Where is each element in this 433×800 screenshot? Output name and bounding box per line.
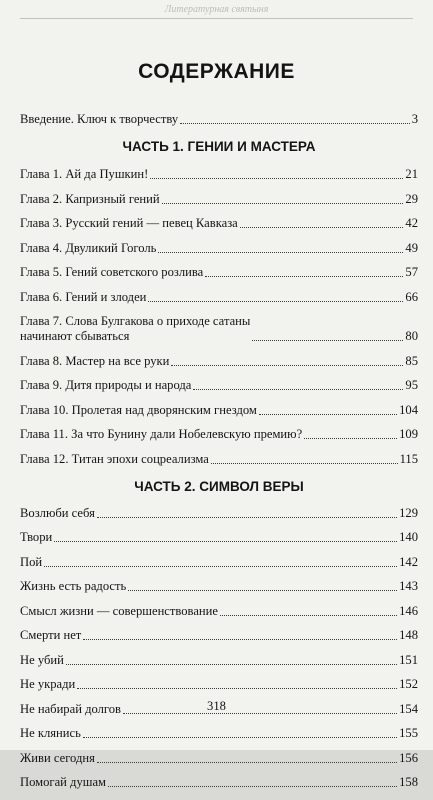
dot-leader bbox=[193, 389, 403, 390]
toc-entry-page: 57 bbox=[405, 265, 418, 279]
toc-entry bbox=[20, 452, 418, 467]
page-title: СОДЕРЖАНИЕ bbox=[138, 60, 295, 83]
dot-leader bbox=[158, 252, 403, 253]
toc-entry-page: 104 bbox=[399, 402, 418, 417]
toc-entry bbox=[20, 628, 418, 643]
toc-entry-label bbox=[20, 314, 250, 344]
dot-leader bbox=[83, 737, 397, 738]
dot-leader bbox=[148, 301, 403, 302]
toc-entry-label: Возлюби себя bbox=[20, 505, 95, 520]
toc-entry-label: Смерти нет bbox=[20, 628, 82, 642]
part-1-entries bbox=[20, 167, 418, 467]
toc-entry-page: 158 bbox=[399, 775, 418, 789]
toc-entry-label-line: начинают сбываться bbox=[20, 329, 130, 343]
toc-entry-label: Не убий bbox=[20, 652, 64, 667]
toc-entry-label: Глава 1. Ай да Пушкин! bbox=[20, 167, 149, 181]
dot-leader bbox=[44, 566, 397, 567]
toc-entry bbox=[20, 167, 418, 182]
toc-entry-page: 152 bbox=[399, 677, 418, 691]
toc-entry-page: 140 bbox=[399, 530, 418, 544]
dot-leader bbox=[83, 639, 397, 640]
dot-leader bbox=[77, 688, 397, 689]
toc-entry-page: 151 bbox=[399, 652, 418, 667]
toc-entry-label: Глава 5. Гений советского розлива bbox=[20, 265, 204, 279]
toc-entry-page: 49 bbox=[405, 240, 418, 255]
toc-entry-label: Глава 6. Гений и злодеи bbox=[20, 289, 147, 304]
dot-leader bbox=[304, 438, 397, 439]
toc-entry-page: 142 bbox=[399, 554, 418, 569]
dot-leader bbox=[54, 541, 397, 542]
toc-entry-label: Помогай душам bbox=[20, 775, 107, 789]
toc-entry-label-line: Глава 7. Слова Булгакова о приходе сатаны bbox=[20, 314, 251, 328]
toc-entry-intro bbox=[20, 112, 418, 127]
toc-entry bbox=[20, 354, 418, 369]
table-of-contents bbox=[20, 112, 418, 800]
toc-entry bbox=[20, 775, 418, 790]
toc-entry bbox=[20, 192, 418, 207]
part-1-heading: ЧАСТЬ 1. ГЕНИИ И МАСТЕРА bbox=[122, 139, 316, 154]
page-number: 318 bbox=[207, 699, 226, 713]
toc-entry-page: 154 bbox=[399, 701, 418, 716]
toc-entry-page: 109 bbox=[399, 427, 418, 441]
dot-leader bbox=[252, 340, 403, 341]
toc-entry-page: 66 bbox=[405, 289, 418, 304]
toc-entry-label: Введение. Ключ к творчеству bbox=[20, 112, 179, 126]
toc-entry-label: Глава 9. Дитя природы и народа bbox=[20, 378, 192, 392]
dot-leader bbox=[128, 590, 397, 591]
part-2-heading: ЧАСТЬ 2. СИМВОЛ ВЕРЫ bbox=[134, 478, 304, 494]
dot-leader bbox=[66, 664, 397, 665]
toc-entry bbox=[20, 604, 418, 619]
toc-entry-page: 148 bbox=[399, 628, 418, 642]
toc-entry-page: 95 bbox=[405, 378, 418, 392]
toc-entry-label: Жизнь есть радость bbox=[20, 579, 127, 593]
toc-entry-page: 3 bbox=[411, 112, 418, 126]
toc-entry bbox=[20, 241, 418, 256]
toc-entry bbox=[20, 530, 418, 545]
toc-entry-page: 29 bbox=[405, 191, 418, 206]
toc-entry-label: Глава 8. Мастер на все руки bbox=[20, 353, 170, 368]
toc-entry-label: Смысл жизни — совершенствование bbox=[20, 603, 219, 618]
toc-entry bbox=[20, 265, 418, 280]
toc-entry-page: 156 bbox=[399, 750, 418, 765]
toc-entry-label: Твори bbox=[20, 530, 53, 544]
toc-entry-label: Глава 2. Капризный гений bbox=[20, 191, 160, 206]
toc-entry-page: 129 bbox=[399, 505, 418, 520]
toc-entry bbox=[20, 751, 418, 766]
toc-entry-label: Глава 12. Титан эпохи соцреализма bbox=[20, 451, 209, 466]
dot-leader bbox=[240, 227, 404, 228]
toc-entry-label: Глава 3. Русский гений — певец Кавказа bbox=[20, 216, 238, 230]
dot-leader bbox=[150, 178, 403, 179]
toc-entry bbox=[20, 403, 418, 418]
toc-entry bbox=[20, 555, 418, 570]
toc-entry-page: 42 bbox=[405, 216, 418, 230]
dot-leader bbox=[205, 276, 403, 277]
toc-entry-page: 80 bbox=[405, 329, 418, 343]
dot-leader bbox=[171, 365, 403, 366]
dot-leader bbox=[220, 615, 397, 616]
toc-entry bbox=[20, 726, 418, 741]
dot-leader bbox=[97, 762, 397, 763]
toc-entry bbox=[20, 677, 418, 692]
toc-entry bbox=[20, 290, 418, 305]
toc-entry-page: 143 bbox=[399, 579, 418, 593]
header-rule bbox=[20, 18, 413, 19]
toc-entry-page: 115 bbox=[399, 451, 418, 466]
toc-entry-page: 85 bbox=[405, 353, 418, 368]
dot-leader bbox=[180, 123, 409, 124]
toc-entry bbox=[20, 579, 418, 594]
toc-entry-page: 21 bbox=[405, 167, 418, 181]
toc-entry bbox=[20, 427, 418, 442]
dot-leader bbox=[211, 463, 398, 464]
toc-entry-label: Живи сегодня bbox=[20, 750, 95, 765]
toc-entry-label: Пой bbox=[20, 554, 43, 569]
dot-leader bbox=[108, 786, 397, 787]
toc-entry-page: 155 bbox=[399, 726, 418, 740]
toc-entry-label: Не клянись bbox=[20, 726, 81, 740]
dot-leader bbox=[162, 203, 404, 204]
dot-leader bbox=[97, 517, 397, 518]
toc-entry bbox=[20, 216, 418, 231]
toc-entry bbox=[20, 314, 418, 344]
toc-entry-label: Не укради bbox=[20, 677, 76, 691]
toc-entry bbox=[20, 378, 418, 393]
toc-entry bbox=[20, 653, 418, 668]
toc-entry bbox=[20, 506, 418, 521]
dot-leader bbox=[259, 414, 397, 415]
toc-entry-label: Глава 11. За что Бунину дали Нобелевскую премию? bbox=[20, 427, 303, 441]
toc-entry-page: 146 bbox=[399, 603, 418, 618]
part-2-entries bbox=[20, 506, 418, 791]
running-head: Литературная святыня bbox=[164, 4, 269, 15]
toc-entry-label: Глава 10. Пролетая над дворянским гнездом bbox=[20, 402, 257, 417]
toc-entry-label: Не набирай долгов bbox=[20, 701, 122, 716]
toc-entry-label: Глава 4. Двуликий Гоголь bbox=[20, 240, 157, 255]
